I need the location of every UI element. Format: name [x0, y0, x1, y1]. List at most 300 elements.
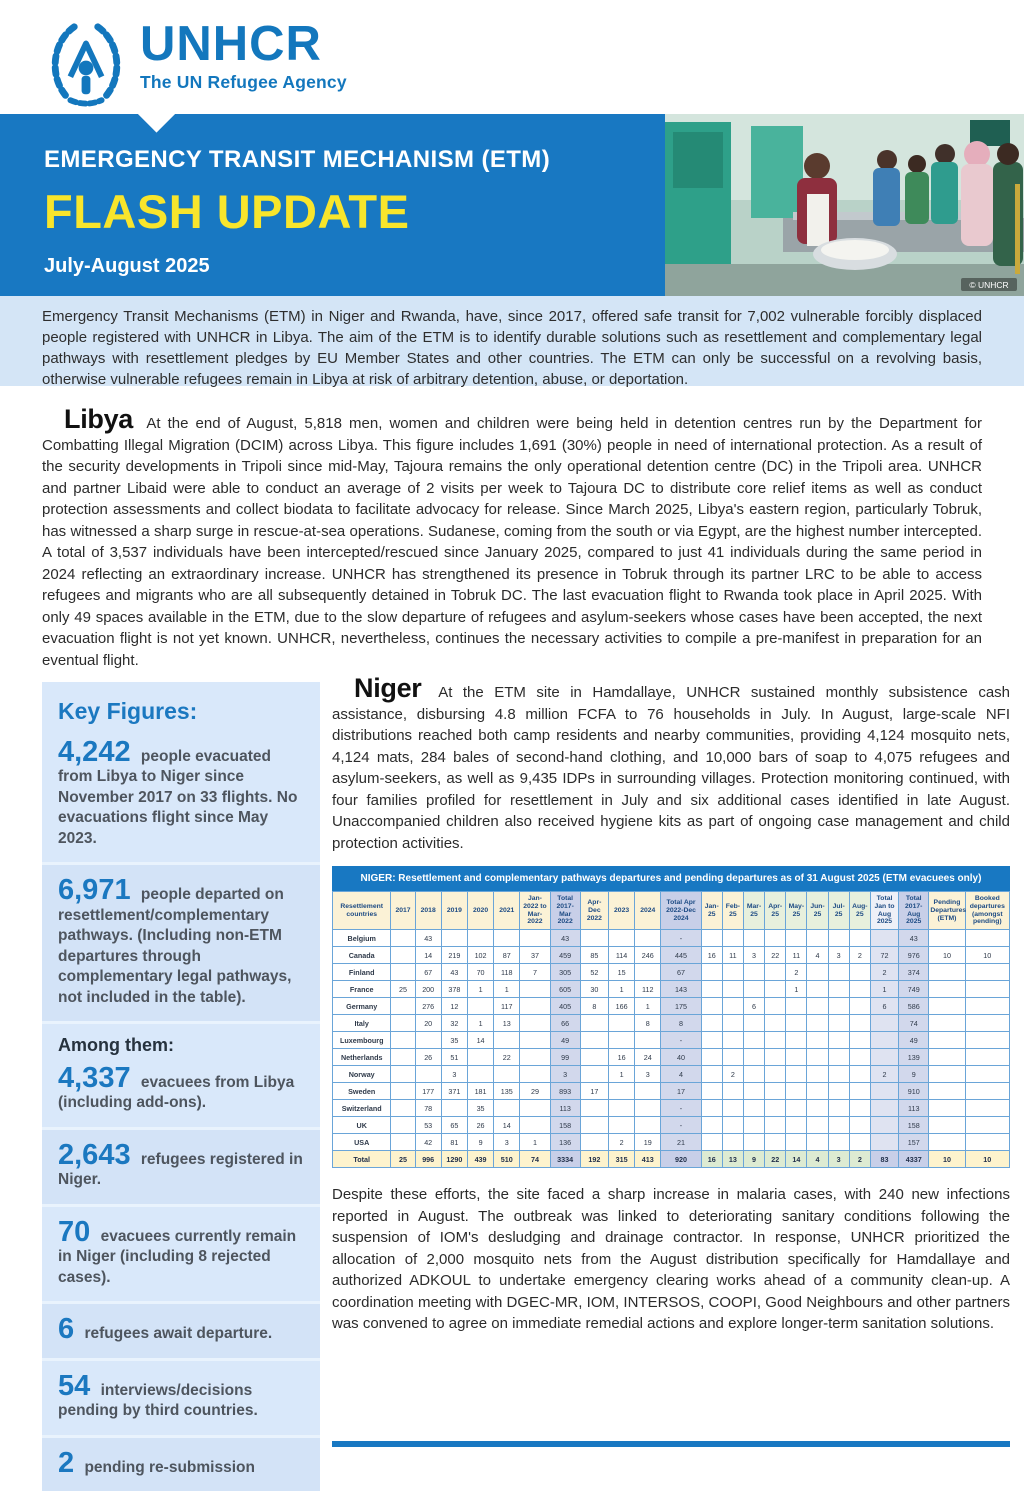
main-column: [332, 673, 1010, 1350]
value-cell: [849, 1117, 870, 1134]
value-cell: 11: [722, 947, 743, 964]
value-cell: 405: [550, 998, 580, 1015]
value-cell: [807, 964, 828, 981]
value-cell: [467, 1066, 493, 1083]
table-row: [333, 981, 1010, 998]
outbreak-text: Despite these efforts, the site faced a sharp increase in malaria cases, with 240 new infections reported in August. The outbreak was linked to deteriorating sanitary conditions following the suspension of IOM's desludging and drainage contractor. In response, UNHCR prioritized the allocation of 2,000 mosquito nets from the August distribution specifically for Hamdallaye and authorized ADKOUL to undertake emergency clearing works ahead of a community clean-up. A coordination meeting with DGEC-MR, IOM, INTERSOS, COOPI, Good Neighbours and other partners was convened to agree on immediate remedial actions and explore longer-term sanitation solutions.: [332, 1186, 1010, 1333]
value-cell: [786, 1015, 807, 1032]
libya-heading: Libya: [64, 404, 134, 434]
value-cell: 893: [550, 1083, 580, 1100]
header-photo: [665, 114, 1024, 296]
column-header: Pending Departures (ETM): [929, 892, 965, 930]
value-cell: 4: [661, 1066, 701, 1083]
among-them-heading: Among them:: [58, 1034, 174, 1055]
value-cell: 976: [899, 947, 929, 964]
value-cell: [849, 1015, 870, 1032]
value-cell: [701, 1117, 722, 1134]
value-cell: 22: [494, 1049, 520, 1066]
value-cell: [786, 1117, 807, 1134]
value-cell: [849, 998, 870, 1015]
value-cell: 605: [550, 981, 580, 998]
table-row: [333, 1134, 1010, 1151]
value-cell: 112: [635, 981, 661, 998]
value-cell: [391, 964, 415, 981]
value-cell: 43: [415, 930, 441, 947]
value-cell: [849, 964, 870, 981]
unhcr-logo: [42, 17, 347, 113]
value-cell: [520, 998, 550, 1015]
country-cell: Belgium: [333, 930, 391, 947]
value-cell: [701, 1134, 722, 1151]
value-cell: [722, 1117, 743, 1134]
column-header: Apr-25: [765, 892, 786, 930]
photo-credit: © UNHCR: [969, 280, 1009, 290]
value-cell: [494, 1032, 520, 1049]
value-cell: [849, 1083, 870, 1100]
value-cell: [807, 1100, 828, 1117]
value-cell: [467, 998, 493, 1015]
value-cell: [870, 1015, 898, 1032]
value-cell: 1: [786, 981, 807, 998]
value-cell: [743, 1134, 764, 1151]
brand-tagline: The UN Refugee Agency: [140, 72, 347, 92]
value-cell: [870, 1134, 898, 1151]
key-figure-item: [42, 862, 320, 1021]
value-cell: [701, 1083, 722, 1100]
value-cell: 1: [467, 1015, 493, 1032]
value-cell: 17: [661, 1083, 701, 1100]
value-cell: 29: [520, 1083, 550, 1100]
value-cell: [391, 1032, 415, 1049]
value-cell: 510: [494, 1151, 520, 1168]
value-cell: [743, 1100, 764, 1117]
value-cell: [828, 998, 849, 1015]
value-cell: 9: [467, 1134, 493, 1151]
value-cell: 43: [550, 930, 580, 947]
key-figure-text: refugees registered in Niger.: [58, 1150, 303, 1189]
value-cell: [635, 1117, 661, 1134]
value-cell: [580, 1117, 608, 1134]
key-figure-value: 2: [58, 1446, 75, 1479]
value-cell: [929, 1100, 965, 1117]
table-row: [333, 1083, 1010, 1100]
value-cell: [608, 1117, 634, 1134]
table-total-row: [333, 1151, 1010, 1168]
value-cell: [608, 1083, 634, 1100]
value-cell: [520, 930, 550, 947]
value-cell: [929, 1032, 965, 1049]
value-cell: 22: [765, 947, 786, 964]
column-header: Feb-25: [722, 892, 743, 930]
value-cell: [870, 1032, 898, 1049]
value-cell: 246: [635, 947, 661, 964]
value-cell: [494, 1066, 520, 1083]
value-cell: [701, 1049, 722, 1066]
value-cell: [722, 998, 743, 1015]
value-cell: [929, 1134, 965, 1151]
value-cell: [580, 1134, 608, 1151]
value-cell: [580, 1049, 608, 1066]
column-header: Total 2017-Mar 2022: [550, 892, 580, 930]
value-cell: [635, 964, 661, 981]
value-cell: [520, 1049, 550, 1066]
value-cell: [765, 1049, 786, 1066]
value-cell: 16: [701, 947, 722, 964]
value-cell: [849, 1134, 870, 1151]
value-cell: [765, 1100, 786, 1117]
value-cell: 26: [415, 1049, 441, 1066]
value-cell: 158: [899, 1117, 929, 1134]
value-cell: 87: [494, 947, 520, 964]
value-cell: 21: [661, 1134, 701, 1151]
value-cell: 40: [661, 1049, 701, 1066]
value-cell: [580, 930, 608, 947]
value-cell: 2: [608, 1134, 634, 1151]
value-cell: 10: [965, 1151, 1009, 1168]
value-cell: [965, 964, 1009, 981]
value-cell: [743, 1066, 764, 1083]
value-cell: [929, 1083, 965, 1100]
value-cell: 67: [415, 964, 441, 981]
key-figure-item: [42, 1301, 320, 1357]
column-header: 2019: [441, 892, 467, 930]
key-figures-sidebar: [42, 682, 320, 1491]
value-cell: [701, 1066, 722, 1083]
table-row: [333, 964, 1010, 981]
value-cell: -: [661, 1100, 701, 1117]
value-cell: [467, 1049, 493, 1066]
value-cell: [722, 1100, 743, 1117]
value-cell: [807, 930, 828, 947]
key-figure-item: [42, 1127, 320, 1204]
value-cell: [965, 1032, 1009, 1049]
value-cell: 20: [415, 1015, 441, 1032]
value-cell: [807, 998, 828, 1015]
value-cell: [743, 964, 764, 981]
value-cell: 439: [467, 1151, 493, 1168]
value-cell: 51: [441, 1049, 467, 1066]
column-header: Total Apr 2022-Dec 2024: [661, 892, 701, 930]
value-cell: 143: [661, 981, 701, 998]
value-cell: 14: [467, 1032, 493, 1049]
value-cell: 74: [899, 1015, 929, 1032]
value-cell: 32: [441, 1015, 467, 1032]
column-header: Aug-25: [849, 892, 870, 930]
column-header: 2017: [391, 892, 415, 930]
value-cell: 3: [743, 947, 764, 964]
value-cell: [828, 981, 849, 998]
column-header: 2023: [608, 892, 634, 930]
column-header: Apr-Dec 2022: [580, 892, 608, 930]
value-cell: [849, 1066, 870, 1083]
value-cell: [391, 1134, 415, 1151]
value-cell: [765, 1015, 786, 1032]
value-cell: [965, 1117, 1009, 1134]
value-cell: [580, 1015, 608, 1032]
key-figure-value: 6: [58, 1313, 75, 1346]
value-cell: 52: [580, 964, 608, 981]
column-header: Jun-25: [807, 892, 828, 930]
value-cell: [608, 1100, 634, 1117]
value-cell: 12: [441, 998, 467, 1015]
value-cell: -: [661, 930, 701, 947]
value-cell: 53: [415, 1117, 441, 1134]
value-cell: 1: [635, 998, 661, 1015]
table-row: [333, 1117, 1010, 1134]
value-cell: [786, 1100, 807, 1117]
niger-section: [332, 673, 1010, 854]
country-cell: Luxembourg: [333, 1032, 391, 1049]
value-cell: 113: [899, 1100, 929, 1117]
value-cell: [807, 1066, 828, 1083]
value-cell: 10: [965, 947, 1009, 964]
table-header-row: [333, 892, 1010, 930]
value-cell: [807, 981, 828, 998]
value-cell: [765, 981, 786, 998]
key-figure-text: people evacuated from Libya to Niger since November 2017 on 33 flights. No evacuations flight since May 2023.: [58, 748, 298, 847]
value-cell: [965, 1100, 1009, 1117]
document-kicker: EMERGENCY TRANSIT MECHANISM (ETM): [44, 146, 551, 173]
table-row: [333, 1066, 1010, 1083]
value-cell: [828, 1134, 849, 1151]
value-cell: [807, 1117, 828, 1134]
value-cell: [391, 998, 415, 1015]
header-band: [0, 114, 1024, 296]
value-cell: [828, 1066, 849, 1083]
value-cell: 749: [899, 981, 929, 998]
value-cell: 14: [494, 1117, 520, 1134]
key-figure-text: pending re-submission: [80, 1458, 255, 1476]
key-figure-value: 54: [58, 1369, 91, 1402]
value-cell: [765, 964, 786, 981]
key-figures-heading: Key Figures:: [58, 698, 198, 724]
value-cell: [828, 1049, 849, 1066]
value-cell: [786, 1066, 807, 1083]
value-cell: [786, 1032, 807, 1049]
value-cell: 70: [467, 964, 493, 981]
value-cell: 4: [807, 1151, 828, 1168]
value-cell: 2: [870, 1066, 898, 1083]
value-cell: [520, 1066, 550, 1083]
value-cell: [580, 1100, 608, 1117]
value-cell: [765, 1083, 786, 1100]
value-cell: 586: [899, 998, 929, 1015]
table-row: [333, 1015, 1010, 1032]
column-header: Jul-25: [828, 892, 849, 930]
value-cell: [441, 930, 467, 947]
value-cell: [635, 930, 661, 947]
value-cell: 1: [520, 1134, 550, 1151]
value-cell: [786, 998, 807, 1015]
column-header: 2024: [635, 892, 661, 930]
key-figure-item: [42, 1435, 320, 1491]
value-cell: [391, 1066, 415, 1083]
value-cell: 920: [661, 1151, 701, 1168]
value-cell: 13: [722, 1151, 743, 1168]
column-header: Total 2017-Aug 2025: [899, 892, 929, 930]
value-cell: [722, 1083, 743, 1100]
value-cell: 276: [415, 998, 441, 1015]
value-cell: [929, 1049, 965, 1066]
value-cell: [722, 981, 743, 998]
value-cell: 30: [580, 981, 608, 998]
value-cell: 1: [494, 981, 520, 998]
value-cell: 200: [415, 981, 441, 998]
value-cell: [849, 1032, 870, 1049]
value-cell: 459: [550, 947, 580, 964]
value-cell: [722, 1015, 743, 1032]
value-cell: [965, 981, 1009, 998]
value-cell: [722, 1049, 743, 1066]
value-cell: [494, 1100, 520, 1117]
value-cell: 78: [415, 1100, 441, 1117]
value-cell: 10: [929, 947, 965, 964]
value-cell: [965, 1015, 1009, 1032]
value-cell: [494, 930, 520, 947]
value-cell: [807, 1083, 828, 1100]
table-row: [333, 998, 1010, 1015]
value-cell: [828, 1100, 849, 1117]
value-cell: [870, 1100, 898, 1117]
value-cell: 114: [608, 947, 634, 964]
value-cell: [828, 964, 849, 981]
value-cell: [807, 1032, 828, 1049]
value-cell: 181: [467, 1083, 493, 1100]
value-cell: 8: [661, 1015, 701, 1032]
value-cell: [701, 981, 722, 998]
country-cell: Netherlands: [333, 1049, 391, 1066]
brand-name: UNHCR: [140, 17, 322, 71]
value-cell: [415, 1032, 441, 1049]
value-cell: 3: [635, 1066, 661, 1083]
value-cell: 99: [550, 1049, 580, 1066]
key-figure-item: [42, 727, 320, 862]
value-cell: [965, 930, 1009, 947]
key-figure-value: 2,643: [58, 1138, 131, 1171]
value-cell: 371: [441, 1083, 467, 1100]
column-header: Resettlement countries: [333, 892, 391, 930]
value-cell: 6: [743, 998, 764, 1015]
value-cell: 158: [550, 1117, 580, 1134]
value-cell: [415, 1066, 441, 1083]
value-cell: 25: [391, 981, 415, 998]
value-cell: 135: [494, 1083, 520, 1100]
value-cell: 413: [635, 1151, 661, 1168]
value-cell: 19: [635, 1134, 661, 1151]
libya-section: [42, 404, 983, 671]
value-cell: [765, 1134, 786, 1151]
key-figure-text: refugees await departure.: [80, 1325, 273, 1343]
intro-text: Emergency Transit Mechanisms (ETM) in Niger and Rwanda, have, since 2017, offered safe transit for 7,002 vulnerable forcibly displaced people registered with UNHCR in Libya. The aim of the ETM is to identify durable solutions such as resettlement and complementary legal pathways with resettlement pledges by EU Member States and other countries. The ETM can only be successful on a revolving basis, otherwise vulnerable refugees remain in Libya at risk of arbitrary detention, abuse, or deportation.: [42, 308, 982, 388]
value-cell: [786, 1049, 807, 1066]
value-cell: 37: [520, 947, 550, 964]
value-cell: 81: [441, 1134, 467, 1151]
value-cell: [743, 1049, 764, 1066]
value-cell: 3: [550, 1066, 580, 1083]
value-cell: [828, 930, 849, 947]
value-cell: [807, 1134, 828, 1151]
value-cell: 374: [899, 964, 929, 981]
value-cell: 315: [608, 1151, 634, 1168]
value-cell: 113: [550, 1100, 580, 1117]
table-row: [333, 1100, 1010, 1117]
country-cell: USA: [333, 1134, 391, 1151]
value-cell: [929, 1066, 965, 1083]
key-figure-value: 4,337: [58, 1061, 131, 1094]
value-cell: 166: [608, 998, 634, 1015]
report-period: July-August 2025: [44, 255, 210, 277]
value-cell: [701, 930, 722, 947]
value-cell: [391, 1015, 415, 1032]
value-cell: 85: [580, 947, 608, 964]
value-cell: 6: [870, 998, 898, 1015]
value-cell: [849, 930, 870, 947]
value-cell: [965, 1134, 1009, 1151]
value-cell: 17: [580, 1083, 608, 1100]
value-cell: 177: [415, 1083, 441, 1100]
value-cell: [743, 1015, 764, 1032]
value-cell: [743, 1117, 764, 1134]
value-cell: [580, 1032, 608, 1049]
value-cell: 49: [899, 1032, 929, 1049]
column-header: Mar-25: [743, 892, 764, 930]
value-cell: [929, 1117, 965, 1134]
value-cell: [965, 1083, 1009, 1100]
value-cell: [722, 930, 743, 947]
value-cell: 8: [635, 1015, 661, 1032]
value-cell: 4: [807, 947, 828, 964]
value-cell: 83: [870, 1151, 898, 1168]
value-cell: [391, 1117, 415, 1134]
table-row: [333, 1032, 1010, 1049]
key-figure-text: people departed on resettlement/complementary pathways. (Including non-ETM departures through complementary legal pathways, not included in the table).: [58, 886, 292, 1006]
value-cell: [786, 1083, 807, 1100]
value-cell: 49: [550, 1032, 580, 1049]
key-figure-text: evacuees from Libya (including add-ons).: [58, 1073, 295, 1112]
value-cell: 2: [849, 1151, 870, 1168]
value-cell: 24: [635, 1049, 661, 1066]
value-cell: [608, 1015, 634, 1032]
value-cell: 1290: [441, 1151, 467, 1168]
value-cell: [765, 998, 786, 1015]
value-cell: 3334: [550, 1151, 580, 1168]
value-cell: [743, 1083, 764, 1100]
value-cell: [786, 930, 807, 947]
column-header: 2021: [494, 892, 520, 930]
key-figure-value: 6,971: [58, 874, 131, 907]
document-title: FLASH UPDATE: [44, 185, 410, 238]
value-cell: 102: [467, 947, 493, 964]
departures-table: [332, 891, 1010, 1168]
value-cell: 3: [828, 947, 849, 964]
value-cell: 378: [441, 981, 467, 998]
value-cell: 157: [899, 1134, 929, 1151]
value-cell: [520, 1032, 550, 1049]
value-cell: -: [661, 1117, 701, 1134]
value-cell: [701, 998, 722, 1015]
value-cell: 1: [870, 981, 898, 998]
value-cell: 35: [441, 1032, 467, 1049]
value-cell: 136: [550, 1134, 580, 1151]
value-cell: [929, 964, 965, 981]
value-cell: 9: [899, 1066, 929, 1083]
value-cell: [608, 930, 634, 947]
value-cell: 35: [467, 1100, 493, 1117]
value-cell: -: [661, 1032, 701, 1049]
value-cell: [635, 1032, 661, 1049]
value-cell: [722, 1032, 743, 1049]
next-section-bar: [332, 1441, 1010, 1447]
